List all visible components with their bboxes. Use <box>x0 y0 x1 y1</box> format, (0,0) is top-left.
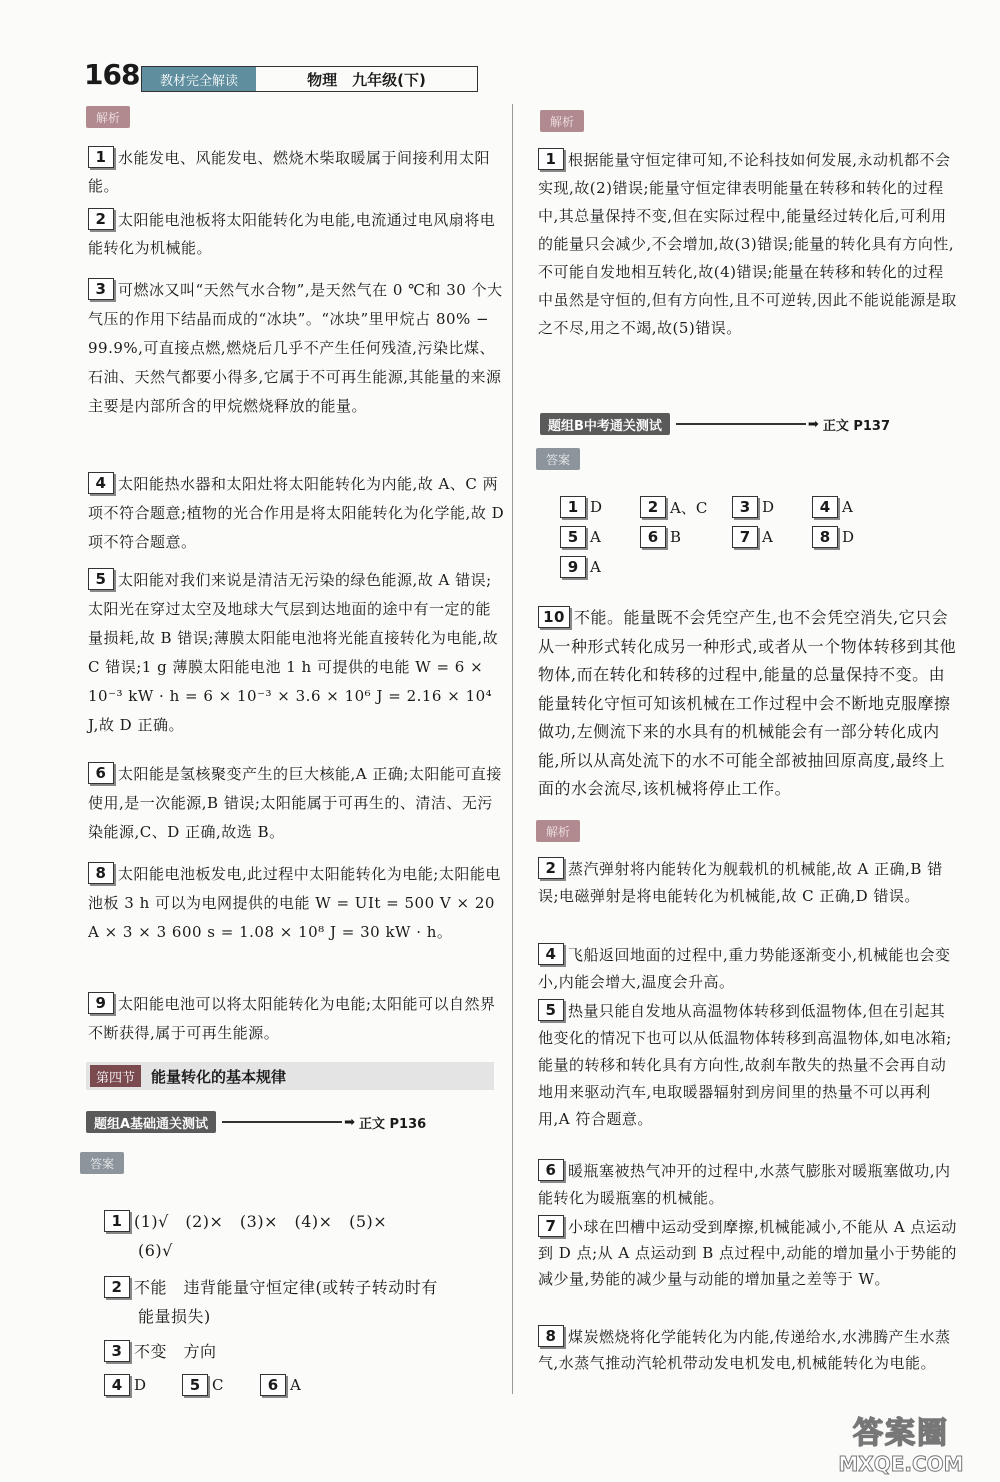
section-number: 第四节 <box>90 1065 141 1087</box>
analysis-item <box>88 276 506 421</box>
item-text: (6)√ <box>138 1241 173 1260</box>
analysis-tag: 解析 <box>536 820 580 842</box>
item-number: 2 <box>538 857 564 879</box>
answer-tag: 答案 <box>536 448 580 470</box>
short-answer <box>560 496 640 518</box>
answer-item <box>104 1274 504 1302</box>
subject-title: 物理 九年级(下) <box>307 70 426 89</box>
item-text: 太阳能对我们来说是清洁无污染的绿色能源,故 A 错误;太阳光在穿过太空及地球大气层到达地面的途中有一定的能量损耗,故 B 错误;薄膜太阳能电池将光能直接转化为电能,故 C 错误;1 g 薄膜太阳能电池 1 h 可提供的电能 W = 6 × 10⁻³ kW · h = 6 × 10⁻³ × 3.6 × 10⁶ J = 2.16 × 10⁴ J,故 D 正确。 <box>88 571 499 734</box>
short-answer <box>560 526 640 548</box>
item-text: 不能。能量既不会凭空产生,也不会凭空消失,它只会从一种形式转化成另一种形式,或者从一个物体转移到其他物体,而在转化和转移的过程中,能量的总量保持不变。由能量转化守恒可知该机械在工作过程中会不断地克服摩擦做功,左侧流下来的水具有的机械能会有一部分转化成内能,所以从高处流下的水不可能全部被抽回原高度,最终上面的水会流尽,该机械将停止工作。 <box>538 608 957 798</box>
short-answer <box>560 556 640 578</box>
answer-value: A <box>590 528 601 546</box>
analysis-item <box>538 942 958 996</box>
item-number: 6 <box>538 1159 564 1181</box>
item-number: 2 <box>640 496 666 518</box>
answer-value: B <box>670 528 682 546</box>
item-number: 4 <box>88 472 114 494</box>
answer-value: D <box>762 498 775 516</box>
watermark-url: MXQE.COM <box>838 1452 964 1476</box>
item-text: (1)√ (2)× (3)× (4)× (5)× <box>134 1212 388 1231</box>
analysis-item <box>538 1158 958 1212</box>
short-answers-row <box>560 496 892 518</box>
item-number: 4 <box>104 1374 130 1396</box>
item-text: 太阳能电池板发电,此过程中太阳能转化为电能;太阳能电池板 3 h 可以为电网提供的电能 W = UIt = 500 V × 20 A × 3 × 3 600 s = 1.08 × 10⁸ J = 30 kW · h。 <box>88 865 501 941</box>
item-number: 6 <box>260 1374 286 1396</box>
item-number: 3 <box>88 278 114 300</box>
answer-item <box>104 1208 504 1236</box>
answer-value: A <box>590 558 601 576</box>
item-number: 8 <box>812 526 838 548</box>
item-number: 1 <box>560 496 586 518</box>
short-answer <box>182 1374 260 1396</box>
analysis-item <box>538 1214 958 1292</box>
item-text: 小球在凹槽中运动受到摩擦,机械能减小,不能从 A 点运动到 D 点;从 A 点运动到 B 点过程中,动能的增加量小于势能的减少量,势能的减少量与动能的增加量之差等于 W。 <box>538 1218 957 1288</box>
item-number: 4 <box>812 496 838 518</box>
analysis-item <box>538 146 958 342</box>
short-answer <box>104 1374 182 1396</box>
item-number: 2 <box>104 1276 130 1298</box>
item-number: 2 <box>88 208 114 230</box>
item-number: 9 <box>88 992 114 1014</box>
group-rule <box>676 423 806 425</box>
item-number: 7 <box>538 1215 564 1237</box>
answer-value: A、C <box>670 498 708 517</box>
item-number: 1 <box>538 148 564 170</box>
arrow-icon: ➡ <box>807 416 819 432</box>
short-answer <box>640 526 732 548</box>
item-number: 7 <box>732 526 758 548</box>
item-text: 热量只能自发地从高温物体转移到低温物体,但在引起其他变化的情况下也可以从低温物体转移到高温物体,如电冰箱;能量的转移和转化具有方向性,故刹车散失的热量不会再自动地用来驱动汽车,电取暖器辐射到房间里的热量不可以再利用,A 符合题意。 <box>538 1002 952 1128</box>
analysis-item <box>88 760 506 847</box>
arrow-icon: ➡ <box>344 1114 355 1130</box>
group-a-heading <box>86 1110 426 1134</box>
item-number: 5 <box>182 1374 208 1396</box>
short-answer <box>640 496 732 518</box>
item-number: 3 <box>732 496 758 518</box>
item-text: 不变 方向 <box>134 1342 217 1361</box>
item-number: 1 <box>104 1210 130 1232</box>
item-text: 蒸汽弹射将内能转化为舰载机的机械能,故 A 正确,B 错误;电磁弹射是将电能转化为机械能,故 C 正确,D 错误。 <box>538 860 943 905</box>
item-number: 5 <box>538 999 564 1021</box>
item-text: 能量损失) <box>138 1307 211 1326</box>
watermark-logo <box>826 1408 976 1476</box>
answer-item-continued <box>138 1303 498 1331</box>
short-answer <box>732 496 812 518</box>
item-text: 不能 违背能量守恒定律(或转子转动时有 <box>134 1278 438 1297</box>
analysis-item <box>538 998 958 1133</box>
item-number: 8 <box>538 1325 564 1347</box>
item-number: 6 <box>88 762 114 784</box>
group-reference: 正文 P136 <box>358 1116 427 1132</box>
short-answers-row <box>560 526 892 548</box>
answer-value: A <box>842 498 853 516</box>
answer-value: C <box>212 1376 224 1394</box>
page-number: 168 <box>84 58 140 91</box>
answer-tag: 答案 <box>80 1152 124 1174</box>
series-brand: 教材完全解读 <box>142 67 256 91</box>
group-b-heading <box>540 412 890 436</box>
answer-item-continued <box>138 1237 498 1265</box>
item-text: 太阳能热水器和太阳灶将太阳能转化为内能,故 A、C 两项不符合题意;植物的光合作用是将太阳能转化为化学能,故 D 项不符合题意。 <box>88 475 505 551</box>
group-rule <box>222 1121 342 1123</box>
item-number: 3 <box>104 1340 130 1362</box>
answer-item <box>538 604 958 804</box>
analysis-item <box>88 566 506 740</box>
group-reference: 正文 P137 <box>822 418 891 434</box>
analysis-item <box>88 860 506 947</box>
item-text: 暖瓶塞被热气冲开的过程中,水蒸气膨胀对暖瓶塞做功,内能转化为暖瓶塞的机械能。 <box>538 1162 951 1207</box>
analysis-tag: 解析 <box>540 110 584 132</box>
short-answer <box>812 526 892 548</box>
item-number: 8 <box>88 862 114 884</box>
item-number: 5 <box>560 526 586 548</box>
answer-item <box>104 1338 504 1366</box>
watermark-text: 答案圈 <box>853 1416 949 1451</box>
item-text: 可燃冰又叫“天然气水合物”,是天然气在 0 ℃和 30 个大气压的作用下结晶而成的“冰块”。“冰块”里甲烷占 80% − 99.9%,可直接点燃,燃烧后几乎不产生任何残渣,污染比煤、石油、天然气都要小得多,它属于不可再生能源,其能量的来源主要是内部所含的甲烷燃烧释放的能量。 <box>88 281 503 415</box>
section-title: 能量转化的基本规律 <box>151 1067 287 1086</box>
item-number: 6 <box>640 526 666 548</box>
item-text: 太阳能电池板将太阳能转化为电能,电流通过电风扇将电能转化为机械能。 <box>88 211 496 257</box>
group-badge: 题组A基础通关测试 <box>86 1111 216 1133</box>
short-answers-row <box>104 1374 338 1396</box>
answer-value: D <box>842 528 855 546</box>
analysis-item <box>538 856 958 910</box>
column-divider <box>512 104 513 1394</box>
item-number: 10 <box>538 606 570 628</box>
item-text: 煤炭燃烧将化学能转化为内能,传递给水,水沸腾产生水蒸气,水蒸气推动汽轮机带动发电机发电,机械能转化为电能。 <box>538 1328 951 1372</box>
header-band <box>141 66 478 92</box>
short-answer <box>260 1374 338 1396</box>
answer-value: A <box>762 528 773 546</box>
analysis-item <box>88 470 506 557</box>
analysis-item <box>88 990 506 1048</box>
short-answer <box>812 496 892 518</box>
analysis-item <box>88 144 506 200</box>
item-number: 5 <box>88 568 114 590</box>
item-text: 飞船返回地面的过程中,重力势能逐渐变小,机械能也会变小,内能会增大,温度会升高。 <box>538 946 951 991</box>
analysis-tag: 解析 <box>86 106 130 128</box>
group-badge: 题组B中考通关测试 <box>540 413 670 435</box>
answer-value: A <box>290 1376 301 1394</box>
analysis-item <box>88 206 506 262</box>
item-text: 根据能量守恒定律可知,不论科技如何发展,永动机都不会实现,故(2)错误;能量守恒定律表明能量在转移和转化的过程中,其总量保持不变,但在实际过程中,能量经过转化后,可利用的能量只会减少,不会增加,故(3)错误;能量的转化具有方向性,不可能自发地相互转化,故(4)错误;能量在转移和转化的过程中虽然是守恒的,但有方向性,且不可逆转,因此不能说能源是取之不尽,用之不竭,故(5)错误。 <box>538 151 957 337</box>
answer-value: D <box>134 1376 147 1394</box>
section-heading <box>86 1062 494 1090</box>
analysis-item <box>538 1324 958 1376</box>
short-answers-row <box>560 556 640 578</box>
item-text: 太阳能是氢核聚变产生的巨大核能,A 正确;太阳能可直接使用,是一次能源,B 错误;太阳能属于可再生的、清洁、无污染能源,C、D 正确,故选 B。 <box>88 765 502 841</box>
answer-value: D <box>590 498 603 516</box>
item-number: 4 <box>538 943 564 965</box>
short-answer <box>732 526 812 548</box>
item-number: 1 <box>88 146 114 168</box>
item-text: 太阳能电池可以将太阳能转化为电能;太阳能可以自然界不断获得,属于可再生能源。 <box>88 995 496 1042</box>
item-number: 9 <box>560 556 586 578</box>
item-text: 水能发电、风能发电、燃烧木柴取暖属于间接利用太阳能。 <box>88 149 491 195</box>
